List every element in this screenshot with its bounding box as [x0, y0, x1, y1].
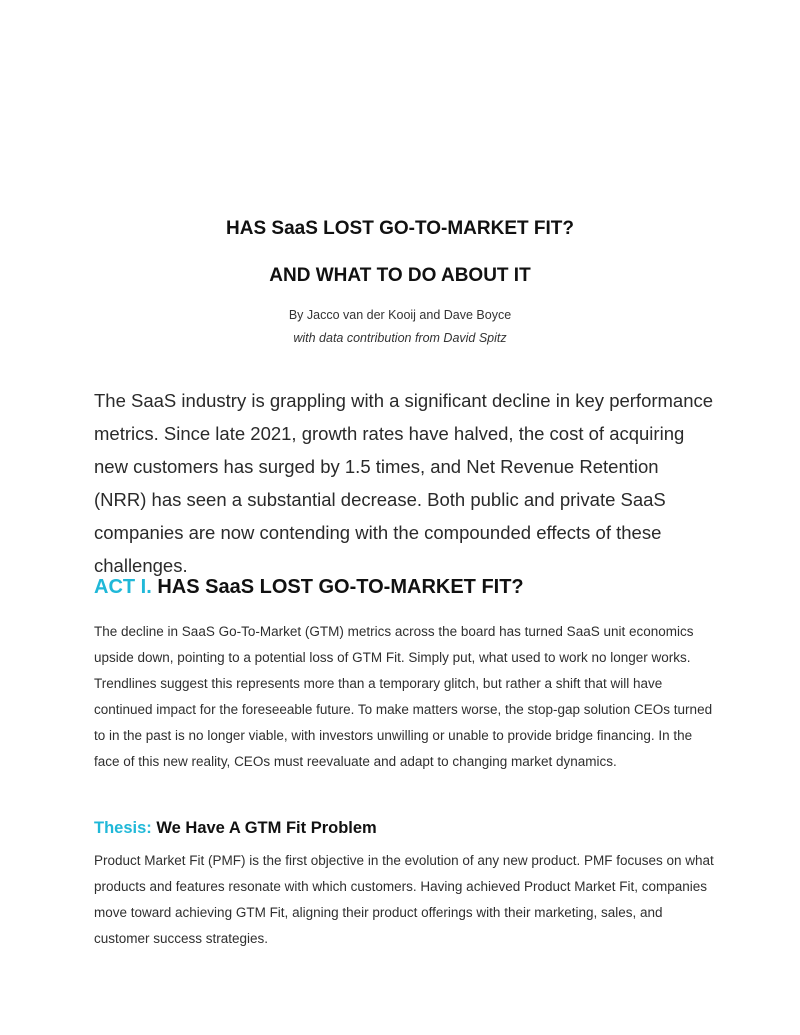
document-title: HAS SaaS LOST GO-TO-MARKET FIT?: [226, 218, 574, 239]
thesis-heading: [94, 819, 377, 838]
thesis-prefix: Thesis:: [94, 819, 152, 837]
act-one-heading: [94, 576, 524, 599]
author-byline: By Jacco van der Kooij and Dave Boyce: [288, 308, 512, 322]
document-subtitle: AND WHAT TO DO ABOUT IT: [269, 265, 531, 286]
act-one-heading-text: HAS SaaS LOST GO-TO-MARKET FIT?: [157, 576, 524, 598]
act-one-prefix: ACT I.: [94, 576, 152, 598]
thesis-heading-text: We Have A GTM Fit Problem: [156, 819, 377, 837]
lead-paragraph: The SaaS industry is grappling with a significant decline in key performance metrics. Since late 2021, growth rates have halved, the cost of acquiring new customers has surged by 1.5 times, and Net Revenue Retention (NRR) has seen a substantial decrease. Both public and private SaaS companies are now contending with the compounded effects of these challenges.: [94, 390, 714, 576]
act-one-body: The decline in SaaS Go-To-Market (GTM) metrics across the board has turned SaaS unit economics upside down, pointing to a potential loss of GTM Fit. Simply put, what used to work no longer works. Trendlines suggest this represents more than a temporary glitch, but rather a shift that will have continued impact for the foreseeable future. To make matters worse, the stop-gap solution CEOs turned to in the past is no longer viable, with investors unwilling or unable to provide bridge financing. In the face of this new reality, CEOs must reevaluate and adapt to changing market dynamics.: [94, 624, 713, 769]
data-contribution-credit: with data contribution from David Spitz: [293, 331, 507, 345]
thesis-body: Product Market Fit (PMF) is the first objective in the evolution of any new product. PMF focuses on what products and features resonate with which customers. Having achieved Product Market Fit, companies move toward achieving GTM Fit, aligning their product offerings with their marketing, sales, and customer success strategies.: [94, 853, 714, 946]
